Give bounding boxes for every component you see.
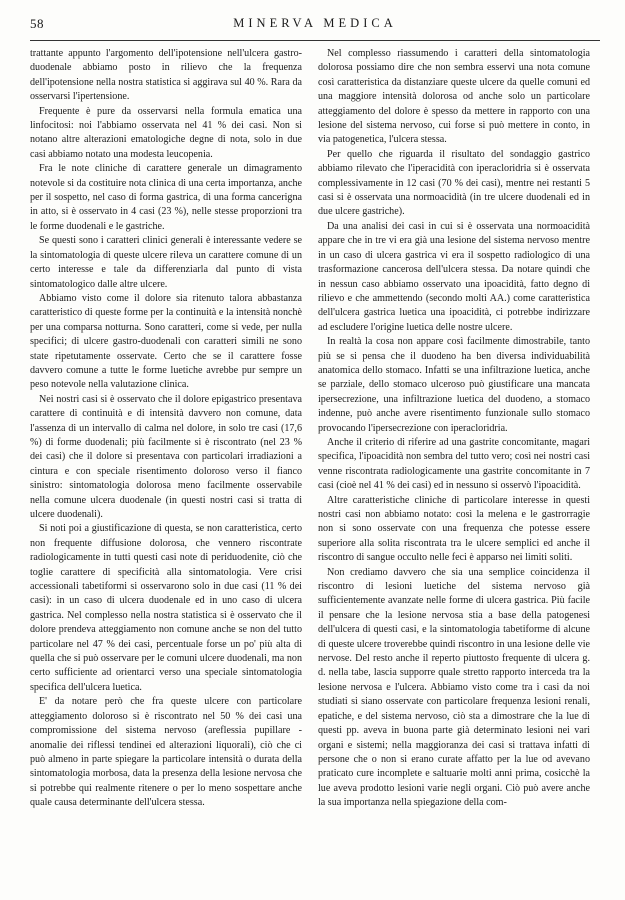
running-header: [30, 14, 600, 38]
paragraph: Abbiamo visto come il dolore sia ritenuto talora abbastanza caratteristico di queste forme per la continuità e la intensità nonchè per una comparsa notturna. Sono caratteri, come si vede, per nulla specifici; di ulcere gastro-duodenali con caratteri simili ne sono state ripetutamente osservate. Certo che se il carattere fosse davvero comune a tutte le forme luetiche avrebbe pur sempre un peso notevole nella valutazione clinica.: [30, 292, 302, 391]
paragraph: Anche il criterio di riferire ad una gastrite concomitante, magari specifica, l'ipoacidità non sembra del tutto vero; così nei nostri casi venne riscontrata radiologicamente una gastrite concomitante in 7 casi (cioè nel 41 % dei casi) ed in nessuno si osservò l'ipoacidità.: [318, 436, 590, 492]
paragraph: trattante appunto l'argomento dell'ipotensione nell'ulcera gastro-duodenale abbiamo posto in rilievo che la frequenza dell'ipotensione nella nostra statistica si aggirava sul 40 %. Rara da osservarsi l'ipertensione.: [30, 48, 302, 103]
paragraph: Altre caratteristiche cliniche di particolare interesse in questi nostri casi non abbiamo notato: così la melena e le gastrorragie non si sono osservate con una frequenza che potesse essere superiore alla solita riscontrata tra le ulcere semplici ed anche il riscontro di sangue occulto nelle feci è apparso nei limiti soliti.: [318, 494, 590, 564]
paragraph: Per quello che riguarda il risultato del sondaggio gastrico abbiamo rilevato che l'iperacidità con iperacloridria si è osservata complessivamente in 12 casi (70 % dei casi), mentre nei restanti 5 casi si è osservata una normoacidità (in tre ulcere duodenali ed in due ulcere gastriche).: [318, 148, 590, 218]
left-column: [30, 47, 302, 895]
paragraph: Frequente è pure da osservarsi nella formula ematica una linfocitosi: noi l'abbiamo osservata nel 41 % dei casi. Non si notano altre alterazioni ematologiche degne di nota, solo in due casi abbiamo notato una modesta leucopenia.: [30, 105, 302, 160]
header-rule: [30, 40, 600, 41]
right-column: [318, 47, 590, 895]
paragraph: Fra le note cliniche di carattere generale un dimagramento notevole si da costituire nota clinica di una certa importanza, anche per il sospetto, nel caso di forma gastrica, di una forma cancerigna in atto, si è osservato in 4 casi (23 %), nelle stesse proporzioni tra le forme duodenali e le gastriche.: [30, 163, 302, 232]
paragraph: Non crediamo davvero che sia una semplice coincidenza il riscontro di lesioni luetiche del sistema nervoso già sufficientemente avanzate nelle forme di ulcera gastrica. Più facile il pensare che la lesione nervosa stia a base della patogenesi dell'ulcera di questi casi, e la sintomatologia tabetiforme di alcune di queste ulcere troverebbe quindi riscontro in una lesione delle vie nervose. Del resto anche il reperto piuttosto frequente di ulcera g. d. nella tabe, lascia supporre quale stretto rapporto interceda tra la lesione nervosa e l'ulcera. Abbiamo visto come tra i casi da noi studiati si siano osservate con particolare frequenza lesioni renali, epatiche, e del sistema nervoso, ciò sta a dimostrare che la lue di questi pp. aveva in buona parte già determinato lesioni nei vari organi e sistemi; nella maggioranza dei casi si trattava infatti di persone che o non si erano curate affatto per la lue od avevano praticato cure incomplete e saltuarie molti anni prima, cosicchè la lue aveva prodotto lesioni varie negli organi. Ciò può avere anche la sua importanza nella spiegazione della com-: [318, 566, 590, 809]
paragraph: E' da notare però che fra queste ulcere con particolare atteggiamento doloroso si è riscontrato nel 50 % dei casi una compromissione del sistema nervoso (areflessia pupillare - anomalie dei riflessi tendinei ed alterazioni liquorali), ciò che ci può almeno in parte spiegare la particolare intensità o durata della sintomatologia morbosa, data la presenza della lesione nervosa che si potrebbe qui realmente ritenere o per lo meno sospettare anche quale causa determinante dell'ulcera stessa.: [30, 696, 302, 809]
paragraph: Si noti poi a giustificazione di questa, se non caratteristica, certo non frequente diffusione dolorosa, che vennero riscontrate radiologicamente in tutti questi casi note di periduodenite, ciò che toglie carattere di specificità alla sintomatologia. Vere crisi accessionali tabetiformi si osservarono solo in due casi (11 % dei casi): in un caso di ulcera duodenale ed in uno caso di ulcera gastrica. Nel complesso nella nostra statistica si è osservato che il dolore prendeva atteggiamento non comune anche se non del tutto particolare nel 47 % dei casi, percentuale forse un po' più alta di quella che si può osservare per le comuni ulcere duodenali, ma non certo sufficiente ad orientarci verso una speciale sintomatologia specifica dell'ulcera luetica.: [30, 523, 302, 693]
paragraph: Se questi sono i caratteri clinici generali è interessante vedere se la sintomatologia di queste ulcere rileva un carattere comune di un certo interesse e tale da differenziarla dal punto di vista sintomatologico dalle altre ulcere.: [30, 235, 302, 290]
paragraph: Nel complesso riassumendo i caratteri della sintomatologia dolorosa possiamo dire che non sembra esservi una nota comune così caratteristica da distanziare queste ulcere da quelle comuni ed una maggiore intensità dolorosa od anche solo un particolare atteggiamento del dolore è spesso da mettere in rapporto con una lesione del sistema nervoso, cui forse si può mettere in conto, in via patogenetica, l'ulcera stessa.: [318, 48, 590, 146]
journal-title: MINERVA MEDICA: [233, 16, 397, 30]
paragraph: In realtà la cosa non appare così facilmente dimostrabile, tanto più se si pensa che il duodeno ha ben diversa individuabilità anatomica dello stomaco. Infatti se una infiltrazione luetica, anche se parziale, dello stomaco ulceroso può giustificare una mancata ipersecrezione, una infiltrazione luetica del duodeno, a stomaco indenne, può anche avere risentimento funzionale sullo stomaco provocando l'ipersecrezione con iperacloridria.: [318, 336, 590, 434]
paragraph: Da una analisi dei casi in cui si è osservata una normoacidità appare che in tre vi era già una lesione del sistema nervoso mentre in un caso di ulcera gastrica vi era il sospetto radiologico di una trasformazione cancerosa dell'ulcera stessa. Da notare quindi che in nessun caso abbiamo osservato una ipoacidità, fatto degno di rilievo e che ammettendo (secondo molti AA.) come caratteristica dell'ulcera gastrica luetica una ipoacidità, ci potrebbe indirizzare ad escludere l'origine luetica delle nostre ulcere.: [318, 220, 590, 333]
page-number: 58: [30, 16, 44, 31]
paragraph: Nei nostri casi si è osservato che il dolore epigastrico presentava carattere di continuità e di intensità davvero non comune, data l'assenza di un intervallo di calma nel dolore, in solo tre casi (17,6 %) di forme duodenali; più facilmente si è riscontrato (nel 23 % dei casi) che il dolore si presentava con particolari irradiazioni a cintura e con speciale risentimento doloroso verso il fianco sinistro: sintomatologia dolorosa meno facilmente osservabile nella comune ulcera duodenale (in questi nostri casi si tratta di ulcere duodenali).: [30, 393, 302, 520]
